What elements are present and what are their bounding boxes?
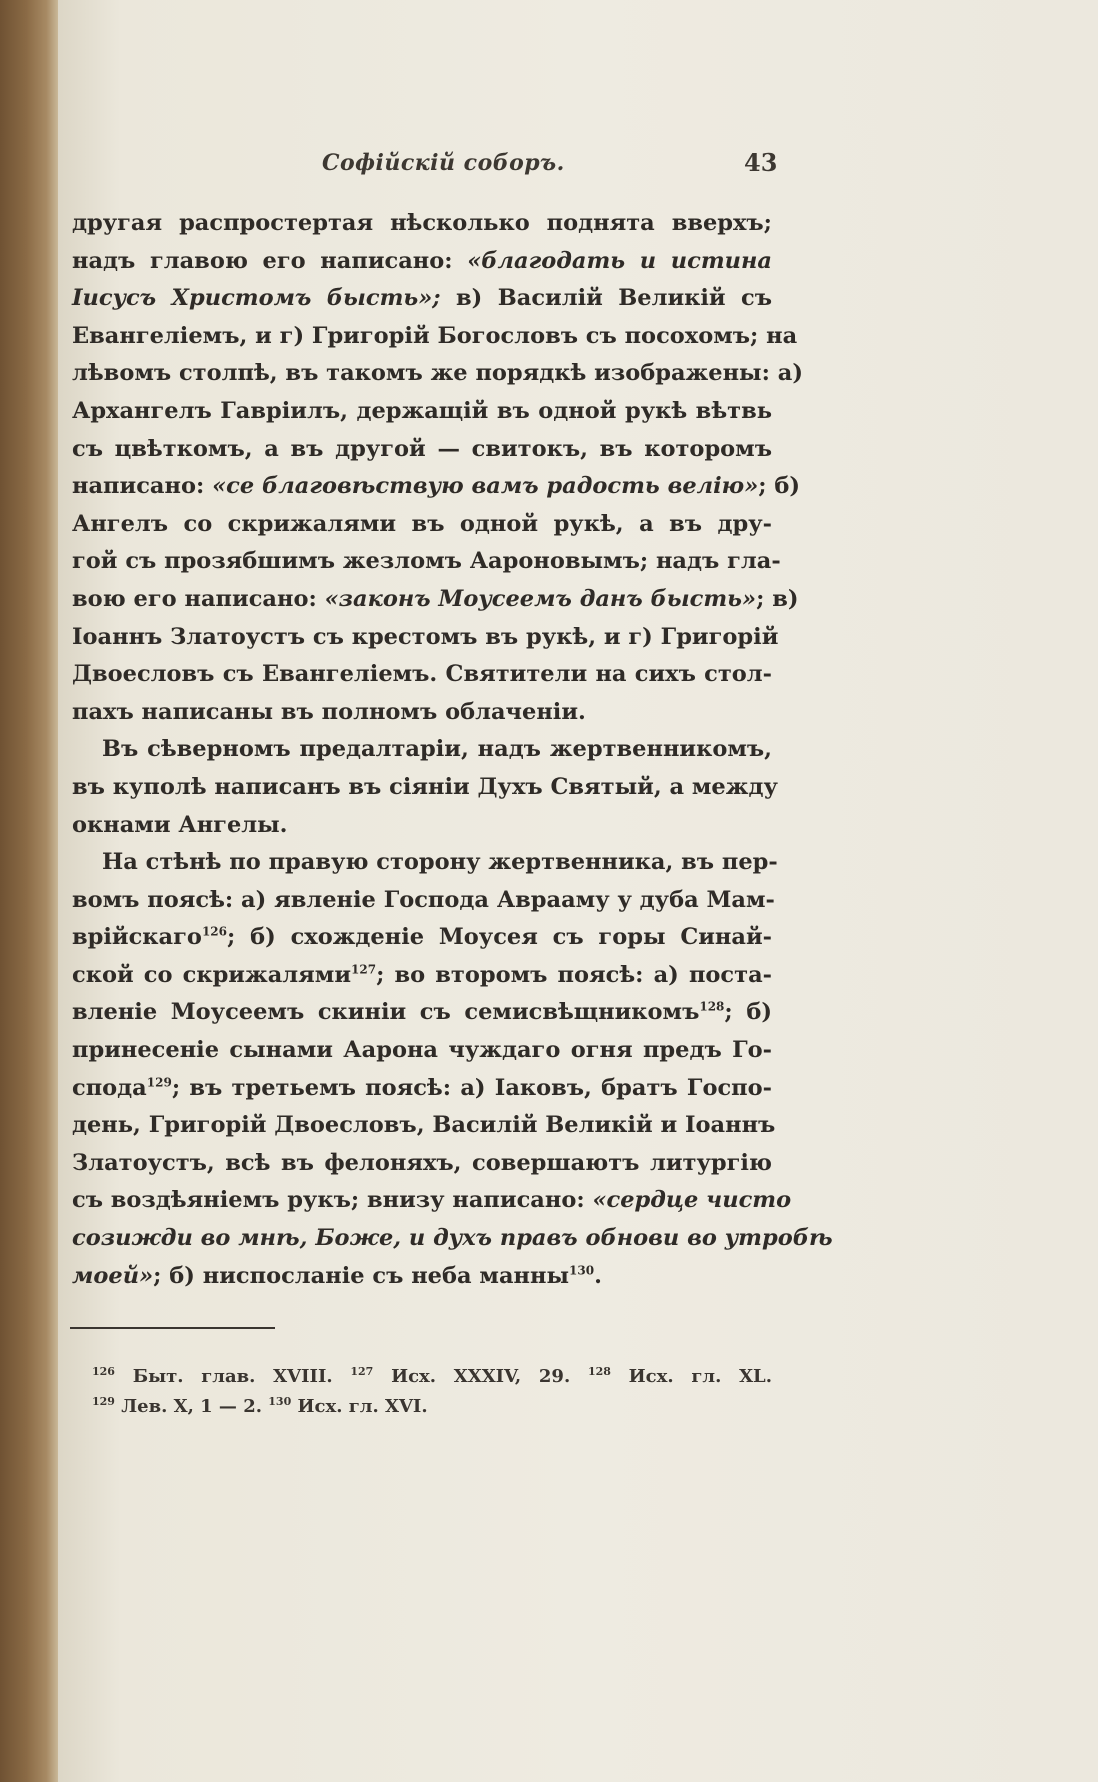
text-line: лѣвомъ столпѣ, въ такомъ же порядкѣ изображены: а): [72, 360, 803, 387]
running-head: [0, 150, 1098, 190]
text-line: Двоесловъ съ Евангеліемъ. Святители на сихъ стол-: [72, 661, 772, 688]
text-line: ской со скрижалями$^{127}$; во второмъ поясѣ: а) поста-: [72, 961, 772, 988]
text-line: моей»; б) ниспосланіе съ неба манны$^{130}$.: [72, 1262, 602, 1289]
text-line: Ангелъ со скрижалями въ одной рукѣ, а въ дру-: [72, 510, 772, 537]
text-line: Архангелъ Гавріилъ, держащій въ одной рукѣ вѣтвь: [72, 397, 772, 424]
text-line: окнами Ангелы.: [72, 811, 288, 838]
footnote-ref-128[interactable]: 128: [699, 999, 725, 1014]
text-line: спода$^{129}$; въ третьемъ поясѣ: а) Іаковъ, братъ Госпо-: [72, 1074, 772, 1101]
body-text: [72, 205, 833, 1295]
text-line: вою его написано: «законъ Моусеемъ данъ бысть»; в): [72, 585, 799, 612]
footnote-line: [92, 1362, 772, 1392]
book-spine-shadow: [0, 0, 58, 1782]
text-line: созижди во мнѣ, Боже, и духъ правъ обнови во утробѣ: [72, 1225, 833, 1252]
footnote-ref-130[interactable]: 130: [569, 1263, 595, 1278]
text-line: другая распростертая нѣсколько поднята вверхъ;: [72, 210, 772, 236]
footnote-128: $^{128}$ Исх. гл. XL.: [587, 1365, 772, 1387]
paragraph-2: [72, 731, 778, 844]
footnote-ref-127[interactable]: 127: [351, 962, 377, 977]
text-line: Евангеліемъ, и г) Григорій Богословъ съ посохомъ; на: [72, 322, 798, 349]
running-head-title: Софійскій соборъ.: [322, 150, 565, 176]
text-line: Въ сѣверномъ предалтаріи, надъ жертвенникомъ,: [102, 736, 772, 763]
text-line: врійскаго$^{126}$; б) схожденіе Моусея съ горы Синай-: [72, 924, 772, 951]
text-line: Златоустъ, всѣ въ фелоняхъ, совершаютъ литургію: [72, 1149, 772, 1176]
paragraph-1: [72, 205, 803, 731]
footnote-130: $^{130}$ Исх. гл. XVI.: [268, 1395, 428, 1417]
text-line: съ цвѣткомъ, а въ другой — свитокъ, въ которомъ: [72, 435, 772, 462]
paragraph-3: [72, 844, 833, 1295]
text-line: принесеніе сынами Аарона чуждаго огня предъ Го-: [72, 1037, 772, 1064]
text-line: написано: «се благовѣствую вамъ радость велію»; б): [72, 473, 801, 500]
footnote-129: $^{129}$ Лев. X, 1 — 2.: [92, 1395, 262, 1417]
text-line: надъ главою его написано: «благодать и истина: [72, 247, 772, 274]
text-line: Іисусъ Христомъ бысть»; в) Василій Великій съ: [72, 285, 772, 312]
page-number: 43: [744, 148, 778, 177]
footnote-126: $^{126}$ Быт. глав. XVIII.: [92, 1365, 333, 1387]
text-line: съ воздѣяніемъ рукъ; внизу написано: «сердце чисто: [72, 1187, 792, 1214]
text-line: вленіе Моусеемъ скиніи съ семисвѣщникомъ$^{128}$; б): [72, 999, 772, 1026]
text-line: гой съ прозябшимъ жезломъ Аароновымъ; надъ гла-: [72, 548, 781, 575]
text-line: На стѣнѣ по правую сторону жертвенника, въ пер-: [102, 849, 778, 876]
text-line: Іоаннъ Златоустъ съ крестомъ въ рукѣ, и г) Григорій: [72, 623, 779, 650]
footnote-ref-129[interactable]: 129: [146, 1075, 172, 1090]
text-line: пахъ написаны въ полномъ облаченіи.: [72, 698, 586, 725]
footnote-ref-126[interactable]: 126: [201, 924, 227, 939]
footnote-separator: [70, 1327, 275, 1329]
footnotes: [92, 1362, 772, 1422]
text-line: вомъ поясѣ: а) явленіе Господа Аврааму у дуба Мам-: [72, 886, 775, 913]
footnote-127: $^{127}$ Исх. XXXIV, 29.: [350, 1365, 571, 1387]
footnote-line: [92, 1392, 772, 1422]
text-line: день, Григорій Двоесловъ, Василій Великій и Іоаннъ: [72, 1112, 776, 1139]
text-line: въ куполѣ написанъ въ сіяніи Духъ Святый, а между: [72, 773, 778, 800]
